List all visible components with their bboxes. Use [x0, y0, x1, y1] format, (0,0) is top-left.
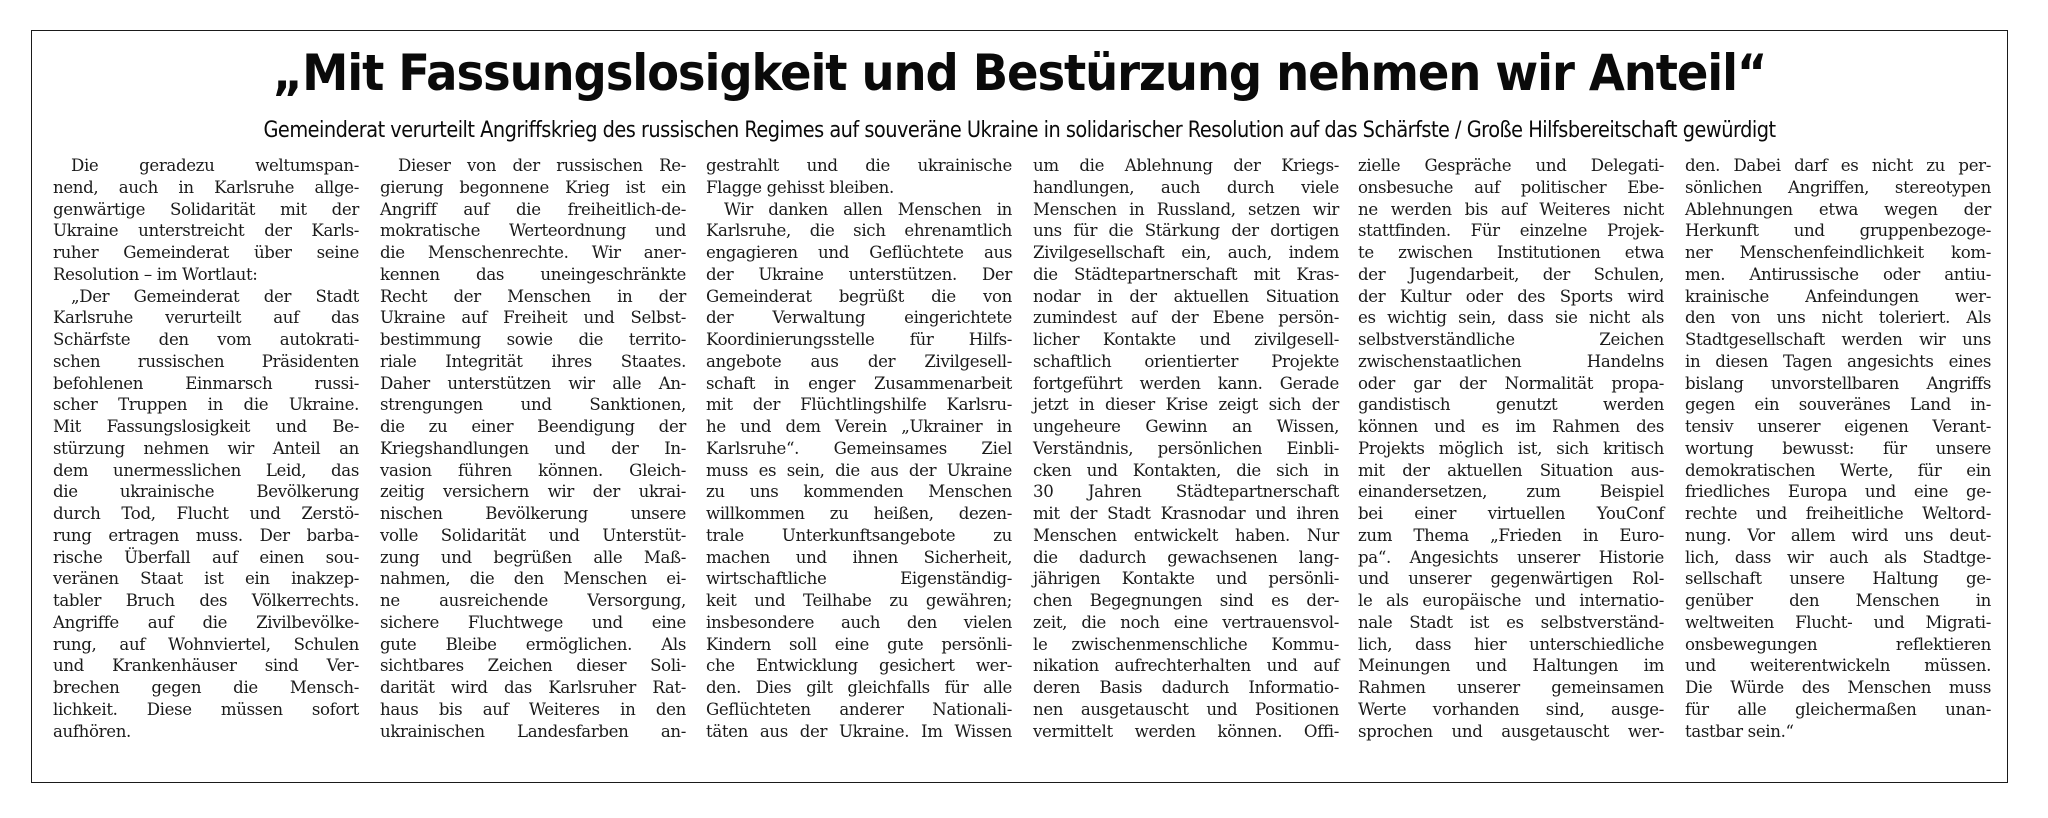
text-line: lichkeit. Diese müssen sofort [53, 699, 359, 719]
text-line: Karlsruhe, die sich ehrenamtlich [706, 221, 1012, 241]
text-line: sichtbares Zeichen dieser Soli- [380, 656, 686, 676]
text-line: aufhören. [53, 721, 131, 741]
text-line: 30 Jahren Städtepartnerschaft [1033, 482, 1339, 502]
text-line: muss es sein, die aus der Ukraine [706, 460, 1012, 480]
text-line: mit der Flüchtlingshilfe Karlsru- [706, 395, 1012, 415]
text-line: der Verwaltung eingerichtete [706, 308, 1012, 328]
text-line: engagieren und Geflüchtete aus [706, 243, 1012, 262]
text-line: täten aus der Ukraine. Im Wissen [706, 721, 1012, 741]
text-line: tensiv unserer eigenen Verant- [1685, 417, 1991, 436]
text-line: Geflüchteten anderer Nationali- [706, 699, 1012, 719]
text-line: „Der Gemeinderat der Stadt [71, 286, 359, 306]
text-line: Die geradezu weltumspan- [71, 156, 359, 175]
text-line: Kindern soll eine gute persönli- [706, 634, 1012, 654]
text-line: zung und begrüßen alle Maß- [380, 547, 686, 567]
text-line: Menschen in Russland, setzen wir [1033, 199, 1339, 219]
text-line: befohlenen Einmarsch russi- [53, 373, 359, 393]
text-line: machen und ihnen Sicherheit, [706, 547, 1012, 567]
text-line: sprochen und ausgetauscht wer- [1358, 721, 1664, 741]
text-line: und Krankenhäuser sind Ver- [53, 656, 359, 676]
text-line: trale Unterkunftsangebote zu [706, 525, 1012, 545]
text-line: he und dem Verein „Ukrainer in [706, 417, 1012, 436]
column-1 [53, 155, 359, 742]
text-line: mit der aktuellen Situation aus- [1358, 460, 1664, 480]
text-line: sichere Fluchtwege und eine [380, 612, 686, 632]
text-line: schaft in enger Zusammenarbeit [706, 373, 1012, 393]
text-line: gandistisch genutzt werden [1358, 395, 1664, 415]
text-line: ne ausreichende Versorgung, [380, 591, 686, 610]
text-line: cken und Kontakten, die sich in [1033, 460, 1339, 480]
text-line: darität wird das Karlsruher Rat- [380, 678, 686, 697]
text-line: Herkunft und gruppenbezoge- [1685, 221, 1991, 241]
text-line: lich, dass wir auch als Stadtge- [1685, 547, 1991, 567]
text-line: Mit Fassungslosigkeit und Be- [53, 417, 359, 436]
text-line: friedliches Europa und eine ge- [1685, 482, 1991, 502]
text-line: zu uns kommenden Menschen [706, 482, 1012, 502]
text-line: le zwischenmenschliche Kommu- [1033, 634, 1339, 654]
text-line: können und es im Rahmen des [1358, 417, 1664, 436]
text-line: Schärfste den vom autokrati- [53, 330, 359, 349]
text-line: tastbar sein.“ [1685, 721, 1794, 741]
text-line: handlungen, auch durch viele [1033, 177, 1339, 197]
text-line: kennen das uneingeschränkte [380, 264, 686, 284]
text-line: nodar in der aktuellen Situation [1033, 286, 1339, 306]
text-line: veränen Staat ist ein inakzep- [53, 569, 359, 589]
text-line: Verständnis, persönlichen Einbli- [1033, 438, 1339, 458]
text-line: es wichtig sein, dass sie nicht als [1358, 308, 1664, 328]
text-line: oder gar der Normalität propa- [1358, 373, 1664, 393]
text-line: die Städtepartnerschaft mit Kras- [1033, 264, 1339, 284]
article-body [32, 155, 2007, 782]
text-line: nend, auch in Karlsruhe allge- [53, 177, 359, 197]
text-line: den. Dabei darf es nicht zu per- [1685, 156, 1991, 175]
text-line: chen Begegnungen sind es der- [1033, 591, 1339, 610]
text-line: schaftlich orientierter Projekte [1033, 351, 1339, 371]
text-line: ner Menschenfeindlichkeit kom- [1685, 243, 1991, 262]
text-line: gierung begonnene Krieg ist ein [380, 177, 686, 197]
text-line: zeit, die noch eine vertrauensvol- [1033, 612, 1339, 632]
text-line: und weiterentwickeln müssen. [1685, 656, 1991, 676]
text-line: um die Ablehnung der Kriegs- [1033, 156, 1339, 175]
text-line: nikation aufrechterhalten und auf [1033, 656, 1339, 676]
text-line: ukrainischen Landesfarben an- [380, 721, 686, 741]
text-line: bestimmung sowie die territo- [380, 330, 686, 349]
text-line: rechte und freiheitliche Weltord- [1685, 504, 1991, 523]
text-line: lich, dass hier unterschiedliche [1358, 634, 1664, 654]
text-line: strengungen und Sanktionen, [380, 395, 686, 415]
text-line: Angriffe auf die Zivilbevölke- [53, 612, 359, 632]
text-line: Koordinierungsstelle für Hilfs- [706, 330, 1012, 349]
text-line: stürzung nehmen wir Anteil an [53, 438, 359, 458]
text-line: nale Stadt ist es selbstverständ- [1358, 612, 1664, 632]
text-line: haus bis auf Weiteres in den [380, 699, 686, 719]
text-line: demokratischen Werte, für ein [1685, 460, 1991, 480]
text-line: gute Bleibe ermöglichen. Als [380, 634, 686, 654]
text-line: dem unermesslichen Leid, das [53, 460, 359, 480]
text-line: te zwischen Institutionen etwa [1358, 243, 1664, 262]
column-6 [1685, 155, 1991, 742]
subheadline: Gemeinderat verurteilt Angriffskrieg des russischen Regimes auf souveräne Ukraine in solidarischer Resolution auf das Schärfste / Große Hilfsbereitschaft gewürdigt [263, 117, 1776, 143]
text-line: einandersetzen, zum Beispiel [1358, 482, 1664, 502]
text-line: Ukraine auf Freiheit und Selbst- [380, 308, 686, 328]
text-line: jährigen Kontakte und persönli- [1033, 569, 1339, 589]
text-line: Die Würde des Menschen muss [1685, 678, 1991, 697]
text-line: genwärtige Solidarität mit der [53, 199, 359, 219]
text-line: Ablehnungen etwa wegen der [1685, 199, 1991, 219]
text-line: men. Antirussische oder antiu- [1685, 264, 1991, 284]
text-line: willkommen zu heißen, dezen- [706, 504, 1012, 523]
text-line: schen russischen Präsidenten [53, 351, 359, 371]
text-line: jetzt in dieser Krise zeigt sich der [1033, 395, 1339, 415]
text-line: Projekts möglich ist, sich kritisch [1358, 438, 1664, 458]
column-3 [706, 155, 1012, 742]
text-line: Resolution – im Wortlaut: [53, 264, 258, 284]
text-line: Angriff auf die freiheitlich-de- [380, 199, 686, 219]
text-line: fortgeführt werden kann. Gerade [1033, 373, 1339, 393]
text-line: sellschaft unsere Haltung ge- [1685, 569, 1991, 589]
column-4 [1033, 155, 1339, 742]
text-line: wortung bewusst: für unsere [1685, 438, 1991, 458]
text-line: Meinungen und Haltungen im [1358, 656, 1664, 676]
text-line: mokratische Werteordnung und [380, 221, 686, 241]
text-line: ruher Gemeinderat über seine [53, 243, 359, 262]
text-line: zwischenstaatlichen Handelns [1358, 351, 1664, 371]
text-line: durch Tod, Flucht und Zerstö- [53, 504, 359, 523]
text-line: Dieser von der russischen Re- [398, 156, 686, 175]
text-line: nahmen, die den Menschen ei- [380, 569, 686, 589]
text-line: Zivilgesellschaft ein, auch, indem [1033, 243, 1339, 262]
text-line: Stadtgesellschaft werden wir uns [1685, 330, 1991, 349]
text-line: zum Thema „Frieden in Euro- [1358, 525, 1664, 545]
text-line: die Menschenrechte. Wir aner- [380, 243, 686, 262]
text-line: stattfinden. Für einzelne Projek- [1358, 221, 1664, 241]
text-line: Daher unterstützen wir alle An- [380, 373, 686, 393]
text-line: Kriegshandlungen und der In- [380, 438, 686, 458]
text-line: rung ertragen muss. Der barba- [53, 525, 359, 545]
text-line: genüber den Menschen in [1685, 591, 1991, 610]
text-line: Recht der Menschen in der [380, 286, 686, 306]
text-line: tabler Bruch des Völkerrechts. [53, 591, 359, 610]
text-line: brechen gegen die Mensch- [53, 678, 359, 697]
text-line: onsbewegungen reflektieren [1685, 634, 1991, 654]
text-line: den von uns nicht toleriert. Als [1685, 308, 1991, 328]
text-line: bislang unvorstellbaren Angriffs [1685, 373, 1991, 393]
text-line: licher Kontakte und zivilgesell- [1033, 330, 1339, 349]
text-line: selbstverständliche Zeichen [1358, 330, 1664, 349]
column-2 [380, 155, 686, 742]
text-line: angebote aus der Zivilgesell- [706, 351, 1012, 371]
text-line: der Jugendarbeit, der Schulen, [1358, 264, 1664, 284]
text-line: le als europäische und internatio- [1358, 591, 1664, 610]
text-line: gegen ein souveränes Land in- [1685, 395, 1991, 415]
text-line: Gemeinderat begrüßt die von [706, 286, 1012, 306]
text-line: Menschen entwickelt haben. Nur [1033, 525, 1339, 545]
text-line: uns für die Stärkung der dortigen [1033, 221, 1339, 241]
text-line: in diesen Tagen angesichts eines [1685, 351, 1991, 371]
text-line: sönlichen Angriffen, stereotypen [1685, 177, 1991, 197]
text-line: riale Integrität ihres Staates. [380, 351, 686, 371]
text-line: weltweiten Flucht- und Migrati- [1685, 612, 1991, 632]
text-line: nen ausgetauscht und Positionen [1033, 699, 1339, 719]
text-line: Karlsruhe verurteilt auf das [53, 308, 359, 328]
text-line: ungeheure Gewinn an Wissen, [1033, 417, 1339, 436]
text-line: wirtschaftliche Eigenständig- [706, 569, 1012, 589]
text-line: keit und Teilhabe zu gewähren; [706, 591, 1012, 610]
text-line: gestrahlt und die ukrainische [706, 156, 1012, 175]
text-line: Wir danken allen Menschen in [724, 199, 1012, 219]
text-line: volle Solidarität und Unterstüt- [380, 525, 686, 545]
text-line: rung, auf Wohnviertel, Schulen [53, 634, 359, 654]
text-line: die ukrainische Bevölkerung [53, 482, 359, 502]
text-line: zielle Gespräche und Delegati- [1358, 156, 1664, 175]
text-line: der Kultur oder des Sports wird [1358, 286, 1664, 306]
text-line: scher Truppen in die Ukraine. [53, 395, 359, 415]
text-line: deren Basis dadurch Informatio- [1033, 678, 1339, 697]
text-line: rische Überfall auf einen sou- [53, 547, 359, 567]
text-line: ne werden bis auf Weiteres nicht [1358, 199, 1664, 219]
text-line: Ukraine unterstreicht der Karls- [53, 221, 359, 241]
text-line: pa“. Angesichts unserer Historie [1358, 547, 1664, 567]
text-line: den. Dies gilt gleichfalls für alle [706, 678, 1012, 697]
text-line: che Entwicklung gesichert wer- [706, 656, 1012, 676]
text-line: bei einer virtuellen YouConf [1358, 504, 1664, 523]
text-line: onsbesuche auf politischer Ebe- [1358, 177, 1664, 197]
text-line: nung. Vor allem wird uns deut- [1685, 525, 1991, 545]
text-line: vasion führen können. Gleich- [380, 460, 686, 480]
text-line: zeitig versichern wir der ukrai- [380, 482, 686, 502]
text-line: vermittelt werden können. Offi- [1033, 721, 1339, 741]
column-5 [1358, 155, 1664, 742]
text-line: Rahmen unserer gemeinsamen [1358, 678, 1664, 697]
text-line: und unserer gegenwärtigen Rol- [1358, 569, 1664, 589]
text-line: mit der Stadt Krasnodar und ihren [1033, 504, 1339, 523]
headline: „Mit Fassungslosigkeit und Bestürzung nehmen wir Anteil“ [272, 44, 1767, 102]
text-line: Werte vorhanden sind, ausge- [1358, 699, 1664, 719]
text-line: krainische Anfeindungen wer- [1685, 286, 1991, 306]
text-line: Flagge gehisst bleiben. [706, 177, 894, 197]
text-line: der Ukraine unterstützen. Der [706, 264, 1012, 284]
text-line: die zu einer Beendigung der [380, 417, 686, 436]
article-frame [31, 30, 2008, 783]
text-line: insbesondere auch den vielen [706, 612, 1012, 632]
text-line: Karlsruhe“. Gemeinsames Ziel [706, 438, 1012, 458]
text-line: die dadurch gewachsenen lang- [1033, 547, 1339, 567]
text-line: für alle gleichermaßen unan- [1685, 699, 1991, 719]
text-line: zumindest auf der Ebene persön- [1033, 308, 1339, 328]
text-line: nischen Bevölkerung unsere [380, 504, 686, 523]
